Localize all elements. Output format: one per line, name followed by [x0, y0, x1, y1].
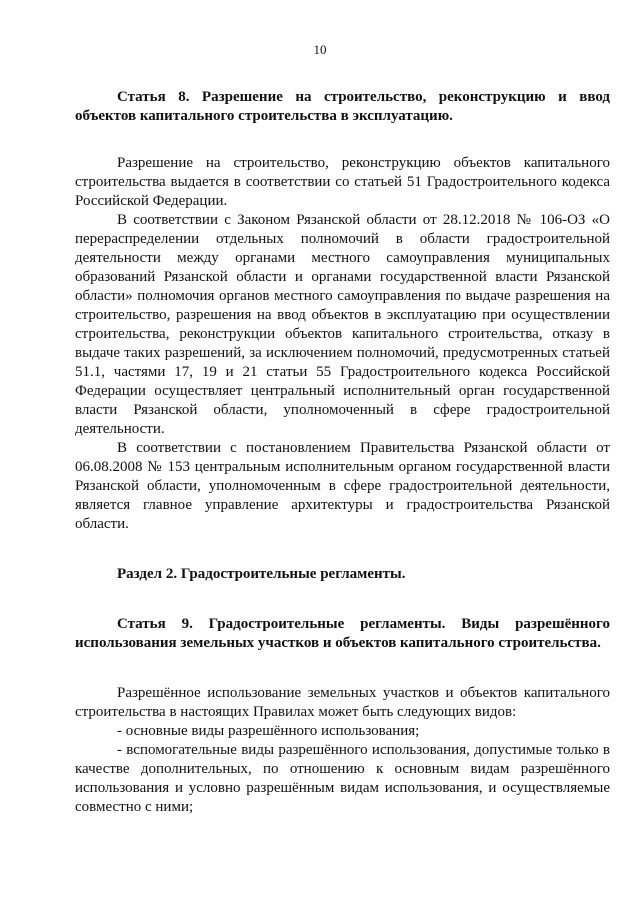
article-8-paragraph-2: В соответствии с Законом Рязанской области от 28.12.2018 № 106-ОЗ «О перераспределении отдельных полномочий в области градостроительной деятельности между органами местного самоуправления муниципальных образований Рязанской области и органами государственной власти Рязанской области» полномочия органов местного самоуправления по выдаче разрешения на строительство, разрешения на ввод объектов в эксплуатацию при осуществлении строительства, реконструкции объектов капитального строительства, отказу в выдаче таких разрешений, за исключением полномочий, предусмотренных статьей 51.1, частями 17, 19 и 21 статьи 55 Градостроительного кодекса Российской Федерации осуществляет центральный исполнительный орган государственной власти Рязанской области, уполномоченный в сфере градостроительной деятельности.: [75, 212, 610, 437]
page-number: 10: [313, 42, 327, 57]
article-9-title: Статья 9. Градостроительные регламенты. Виды разрешённого использования земельных участков и объектов капитального строительства.: [75, 616, 610, 651]
document-body: [75, 88, 610, 817]
section-2-title: Раздел 2. Градостроительные регламенты.: [117, 566, 406, 582]
article-9-list-item-1: - основные виды разрешённого использования;: [117, 723, 420, 739]
article-9-paragraph-1: Разрешённое использование земельных участков и объектов капитального строительства в настоящих Правилах может быть следующих видов:: [75, 685, 610, 720]
article-9-list-item-2: - вспомогательные виды разрешённого использования, допустимые только в качестве дополнительных, по отношению к основным видам разрешённого использования и условно разрешённым видам использования, и осуществляемые совместно с ними;: [75, 742, 610, 815]
article-8-paragraph-1: Разрешение на строительство, реконструкцию объектов капитального строительства выдается в соответствии со статьей 51 Градостроительного кодекса Российской Федерации.: [75, 155, 610, 209]
article-8-paragraph-3: В соответствии с постановлением Правительства Рязанской области от 06.08.2008 № 153 центральным исполнительным органом государственной власти Рязанской области, уполномоченным в сфере градостроительной деятельности, является главное управление архитектуры и градостроительства Рязанской области.: [75, 440, 610, 532]
article-8-title: Статья 8. Разрешение на строительство, реконструкцию и ввод объектов капитального строительства в эксплуатацию.: [75, 89, 610, 124]
